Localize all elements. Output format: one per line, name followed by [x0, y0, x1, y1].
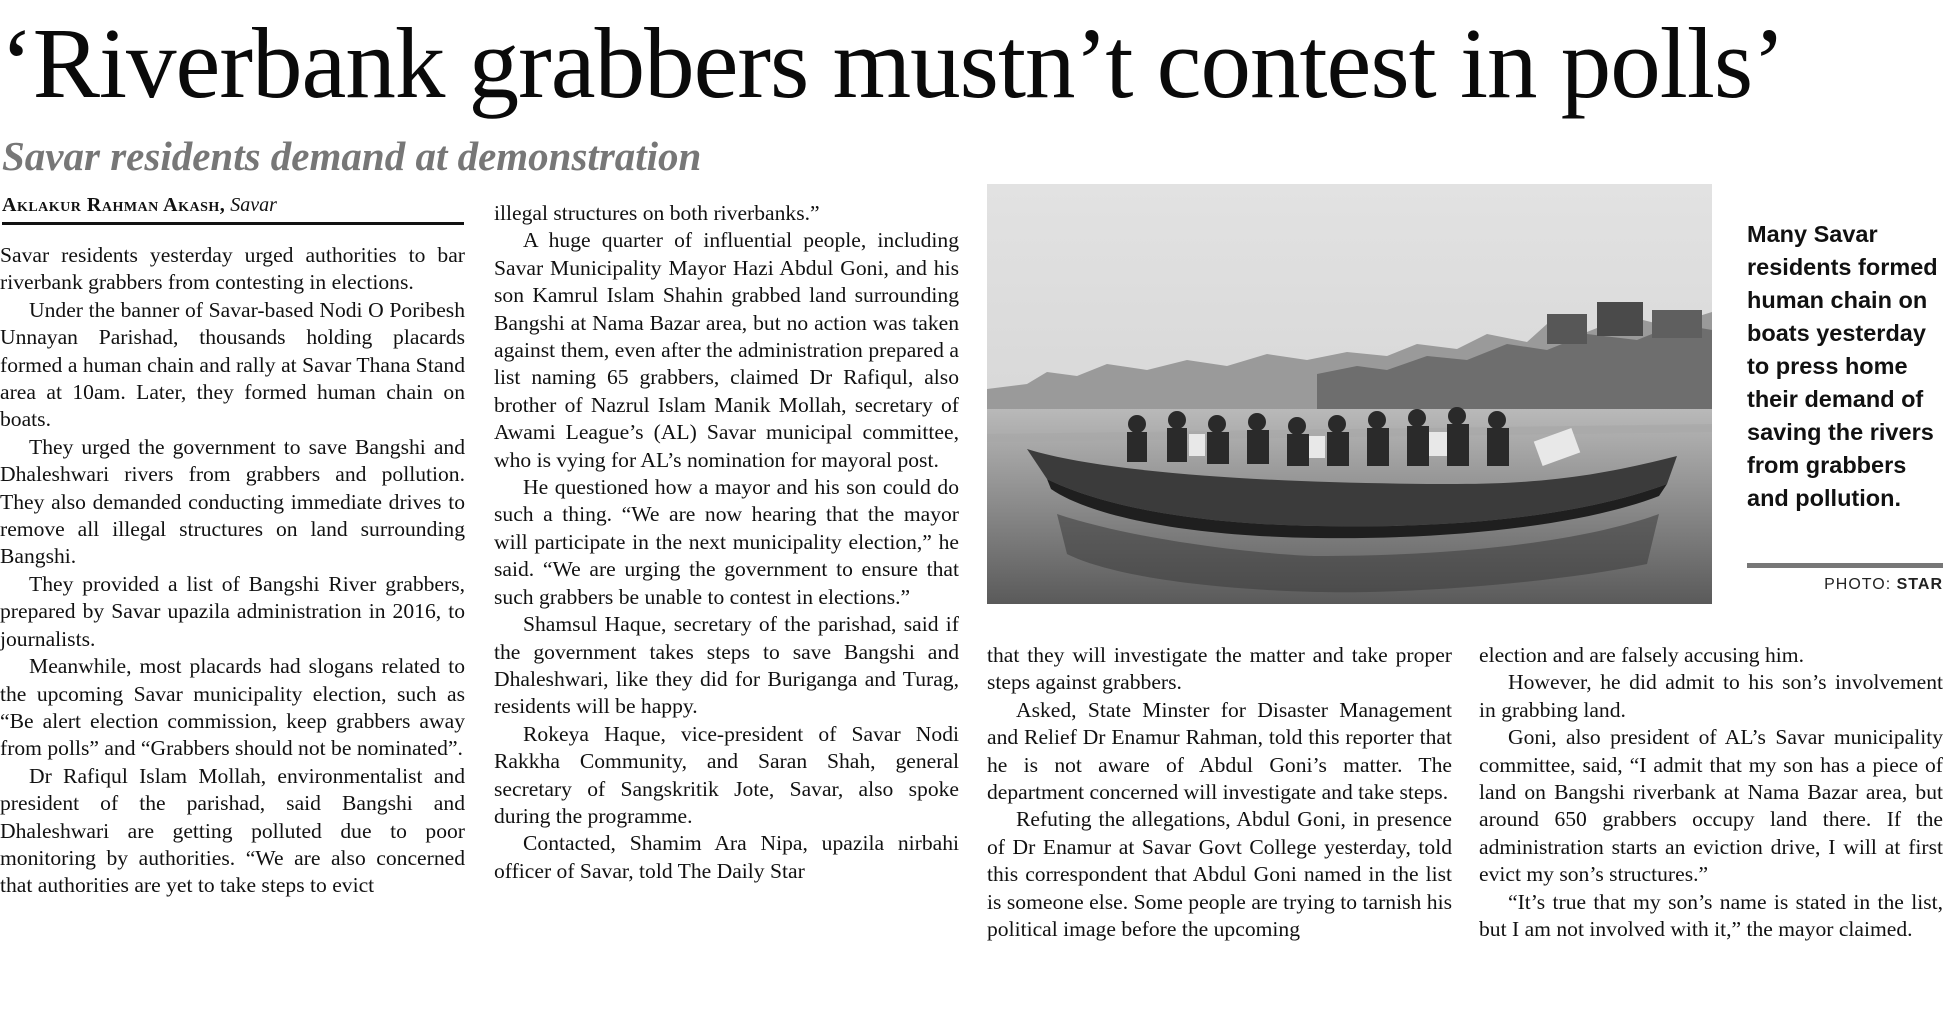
paragraph: Savar residents yesterday urged authorities to bar riverbank grabbers from contesting in elections.: [0, 243, 465, 295]
paragraph: They urged the government to save Bangshi and Dhaleshwari rivers from grabbers and pollution. They also demanded conducting immediate drives to remove all illegal structures on land surrounding Bangshi.: [0, 434, 465, 569]
photo-credit-label: PHOTO:: [1824, 576, 1892, 593]
paragraph: He questioned how a mayor and his son could do such a thing. “We are now hearing that the mayor will participate in the next municipality election,” he said. “We are urging the government to ensure that such grabbers be unable to contest in elections.”: [494, 475, 959, 609]
news-photo: [987, 184, 1712, 604]
headline: ‘Riverbank grabbers mustn’t contest in polls’: [0, 7, 1785, 119]
paragraph: illegal structures on both riverbanks.”: [494, 201, 820, 225]
paragraph: Rokeya Haque, vice-president of Savar Nodi Rakkha Community, and Saran Shah, general secretary of Sangskritik Jote, Savar, also spoke during the programme.: [494, 721, 959, 828]
paragraph: Asked, State Minster for Disaster Management and Relief Dr Enamur Rahman, told this reporter that he is not aware of Abdul Goni’s matter. The department concerned will investigate and take steps.: [987, 697, 1452, 805]
boat-demonstration-photo: [987, 184, 1712, 604]
paragraph: that they will investigate the matter and take proper steps against grabbers.: [987, 643, 1452, 695]
article-column-2: [494, 200, 959, 885]
photo-credit-text: [1747, 576, 1943, 594]
paragraph: A huge quarter of influential people, including Savar Municipality Mayor Hazi Abdul Goni, and his son Kamrul Islam Shahin grabbed land surrounding Bangshi at Nama Bazar area, but no action was taken against them, even after the administration prepared a list naming 65 grabbers, claimed Dr Rafiqul, also brother of Nazrul Islam Manik Mollah, secretary of Awami League’s (AL) Savar municipal committee, who is vying for AL’s nomination for mayoral post.: [494, 228, 959, 472]
article-column-1: [0, 242, 465, 900]
paragraph: Meanwhile, most placards had slogans related to the upcoming Savar municipality election, such as “Be alert election commission, keep grabbers away from polls” and “Grabbers should not be nominated”.: [0, 654, 465, 761]
paragraph: However, he did admit to his son’s involvement in grabbing land.: [1479, 670, 1943, 722]
article-column-4: [1479, 642, 1943, 943]
photo-caption: Many Savar residents formed human chain on boats yesterday to press home their demand of saving the rivers from grabbers and pollution.: [1747, 221, 1938, 511]
paragraph: Under the banner of Savar-based Nodi O Poribesh Unnayan Parishad, thousands holding placards formed a human chain and rally at Savar Thana Stand area at 10am. Later, they formed human chain on boats.: [0, 297, 465, 432]
byline-place: Savar: [230, 194, 277, 216]
paragraph: Contacted, Shamim Ara Nipa, upazila nirbahi officer of Savar, told The Daily Star: [494, 831, 959, 883]
paragraph: election and are falsely accusing him.: [1479, 643, 1804, 667]
subheadline: Savar residents demand at demonstration: [2, 133, 702, 179]
article-column-3: [987, 642, 1452, 943]
paragraph: Goni, also president of AL’s Savar municipality committee, said, “I admit that my son has a piece of land on Bangshi riverbank at Nama Bazar area, but around 650 grabbers occupy land there. If the administration starts an eviction drive, I will at first evict my son’s structures.”: [1479, 725, 1943, 887]
paragraph: They provided a list of Bangshi River grabbers, prepared by Savar upazila administration in 2016, to journalists.: [0, 571, 465, 651]
paragraph: Refuting the allegations, Abdul Goni, in presence of Dr Enamur at Savar Govt College yesterday, told this correspondent that Abdul Goni named in the list is someone else. Some people are trying to tarnish his political image before the upcoming: [987, 807, 1452, 942]
paragraph: Shamsul Haque, secretary of the parishad, said if the government takes steps to save Bangshi and Dhaleshwari, like they did for Buriganga and Turag, residents will be happy.: [494, 612, 959, 719]
caption-divider: [1747, 563, 1943, 568]
photo-credit-source: STAR: [1896, 576, 1943, 593]
paragraph: Dr Rafiqul Islam Mollah, environmentalist and president of the parishad, said Bangshi and Dhaleshwari are getting polluted due to poor monitoring by authorities. “We are also concerned that authorities are yet to take steps to evict: [0, 763, 465, 898]
byline: [2, 192, 464, 225]
paragraph: “It’s true that my son’s name is stated in the list, but I am not involved with it,” the mayor claimed.: [1479, 889, 1943, 942]
byline-author: Aklakur Rahman Akash,: [2, 194, 226, 216]
